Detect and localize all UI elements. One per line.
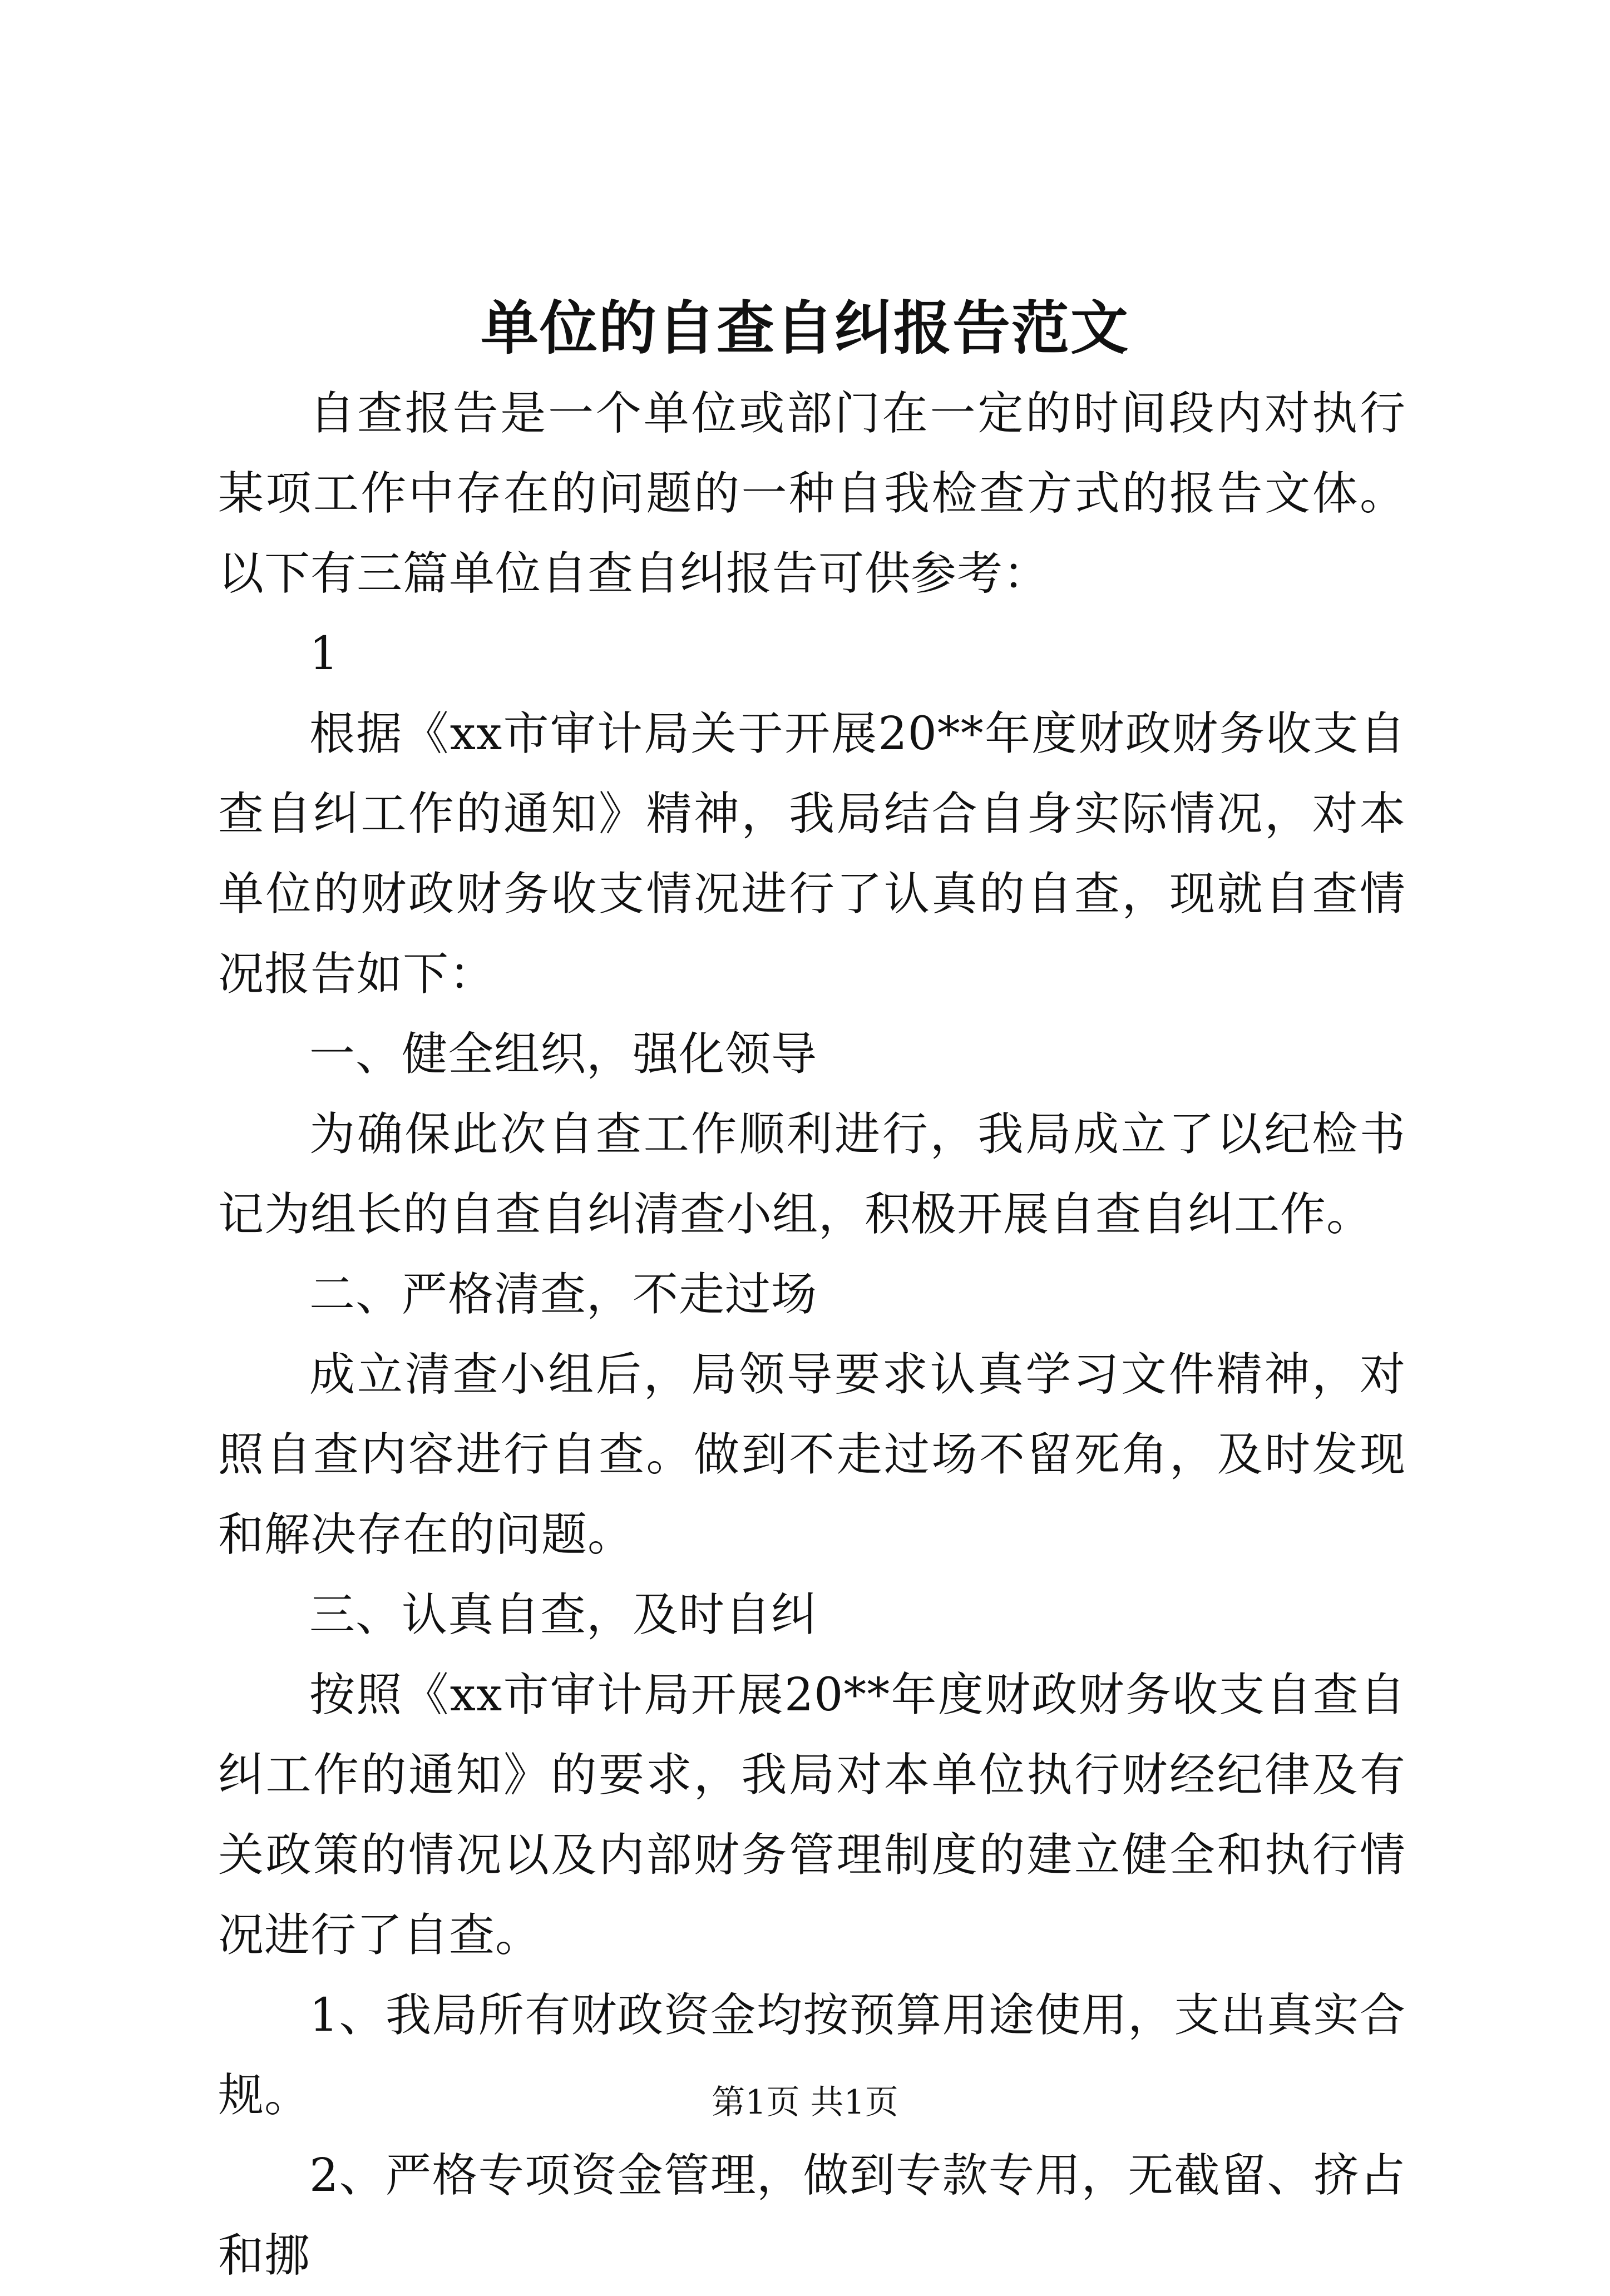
list-item-1: 1、我局所有财政资金均按预算用途使用，支出真实合规。 [218, 1989, 1406, 2122]
section-heading-2: 二、严格清查，不走过场 [309, 1268, 818, 1321]
paragraph-section-2: 成立清查小组后，局领导要求认真学习文件精神，对照自查内容进行自查。做到不走过场不留死角，及时发现和解决存在的问题。 [218, 1348, 1406, 1561]
paragraph-number: 1 [309, 627, 339, 680]
list-item-2: 2、严格专项资金管理，做到专款专用，无截留、挤占和挪 [218, 2149, 1406, 2282]
paragraph-section-1: 为确保此次自查工作顺利进行，我局成立了以纪检书记为组长的自查自纠清查小组，积极开展自查自纠工作。 [218, 1108, 1406, 1241]
document-title: 单位的自查自纠报告范文 [480, 294, 1129, 362]
paragraph-section-3: 按照《xx市审计局开展20**年度财政财务收支自查自纠工作的通知》的要求，我局对本单位执行财经纪律及有关政策的情况以及内部财务管理制度的建立健全和执行情况进行了自查。 [218, 1669, 1406, 1962]
paragraph-intro: 自查报告是一个单位或部门在一定的时间段内对执行某项工作中存在的问题的一种自我检查方式的报告文体。以下有三篇单位自查自纠报告可供参考： [218, 387, 1406, 600]
page-footer: 第1页 共1页 [712, 2083, 898, 2122]
section-heading-3: 三、认真自查，及时自纠 [309, 1589, 818, 1641]
paragraph-basis: 根据《xx市审计局关于开展20**年度财政财务收支自查自纠工作的通知》精神，我局结合自身实际情况，对本单位的财政财务收支情况进行了认真的自查，现就自查情况报告如下： [218, 707, 1406, 1001]
document-body [218, 374, 1406, 2296]
section-heading-1: 一、健全组织，强化领导 [309, 1028, 818, 1081]
